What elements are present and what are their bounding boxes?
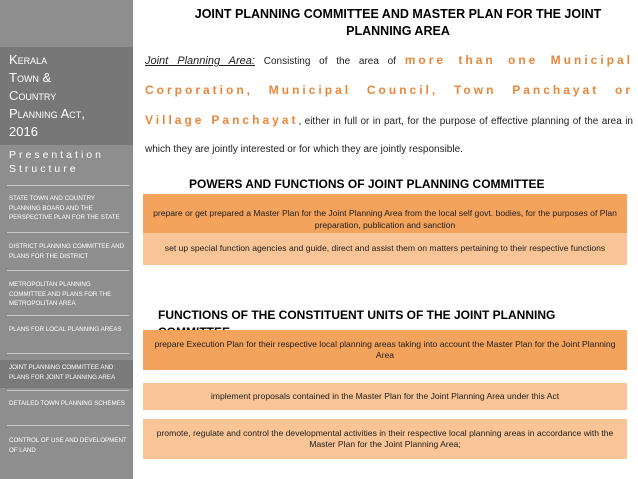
sidebar-item-joint-planning[interactable]: JOINT PLANNING COMMITTEE AND PLANS FOR JOINT PLANNING AREA (0, 360, 133, 388)
sidebar-item-local-planning[interactable]: PLANS FOR LOCAL PLANNING AREAS (9, 326, 122, 333)
divider (7, 232, 129, 233)
title-line: 2016 (9, 124, 38, 139)
definition-text: , either in full or in part, for the purpose of effective planning of the area in which they are jointly interested or for which they are jointly responsible. (145, 116, 633, 155)
definition-highlight: more than one Municipal Corporation, Municipal Council, Town Panchayat or Village Panchayat (145, 53, 633, 127)
title-line: Town & (9, 70, 52, 85)
definition-label: Joint Planning Area: (145, 55, 255, 67)
title-line: Kerala (9, 52, 48, 67)
unit-function-item: prepare Execution Plan for their respective local planning areas taking into account the Master Plan for the Joint Planning Area (143, 330, 627, 370)
subtitle-line: Structure (9, 163, 79, 175)
subtitle-line: Presentation (9, 149, 104, 161)
sidebar-item-town-planning-schemes[interactable]: DETAILED TOWN PLANNING SCHEMES (9, 400, 125, 407)
power-item: prepare or get prepared a Master Plan for the Joint Planning Area from the local self govt. bodies, for the purposes of Plan preparation, publication and sanction (143, 194, 627, 245)
sidebar-item-control-of-land[interactable]: CONTROL OF USE AND DEVELOPMENT OF LAND (9, 437, 127, 454)
title-line: Planning Act, (9, 106, 85, 121)
divider (7, 353, 129, 354)
slide-content (133, 0, 638, 479)
divider (7, 270, 129, 271)
sidebar-item-district[interactable]: DISTRICT PLANNING COMMITTEE AND PLANS FOR THE DISTRICT (9, 243, 125, 260)
sidebar-item-state-board[interactable]: STATE TOWN AND COUNTRY PLANNING BOARD AND THE PERSPECTIVE PLAN FOR THE STATE (9, 195, 120, 221)
sidebar-item-metropolitan[interactable]: METROPOLITAN PLANNING COMMITTEE AND PLANS FOR THE METROPOLITAN AREA (9, 281, 112, 307)
divider (7, 425, 129, 426)
divider (7, 390, 129, 391)
presentation-structure-label (0, 148, 133, 176)
presentation-title (0, 47, 133, 145)
definition-paragraph (145, 46, 633, 164)
divider (7, 185, 129, 186)
title-line: Country (9, 88, 57, 103)
power-item: set up special function agencies and guide, direct and assist them on matters pertaining to their respective functions (143, 233, 627, 265)
powers-heading: POWERS AND FUNCTIONS OF JOINT PLANNING COMMITTEE (189, 177, 545, 191)
units-heading: FUNCTIONS OF THE CONSTITUENT UNITS OF THE JOINT PLANNING (158, 308, 556, 322)
unit-function-item: promote, regulate and control the developmental activities in their respective local planning areas in accordance with the Master Plan for the Joint Planning Area; (143, 419, 627, 459)
definition-text: Consisting of the area of (254, 56, 405, 67)
slide-heading: JOINT PLANNING COMMITTEE AND MASTER PLAN FOR THE JOINT PLANNING AREA (194, 7, 602, 38)
divider (7, 315, 129, 316)
sidebar (0, 0, 133, 479)
unit-function-item: implement proposals contained in the Master Plan for the Joint Planning Area under this Act (143, 383, 627, 410)
